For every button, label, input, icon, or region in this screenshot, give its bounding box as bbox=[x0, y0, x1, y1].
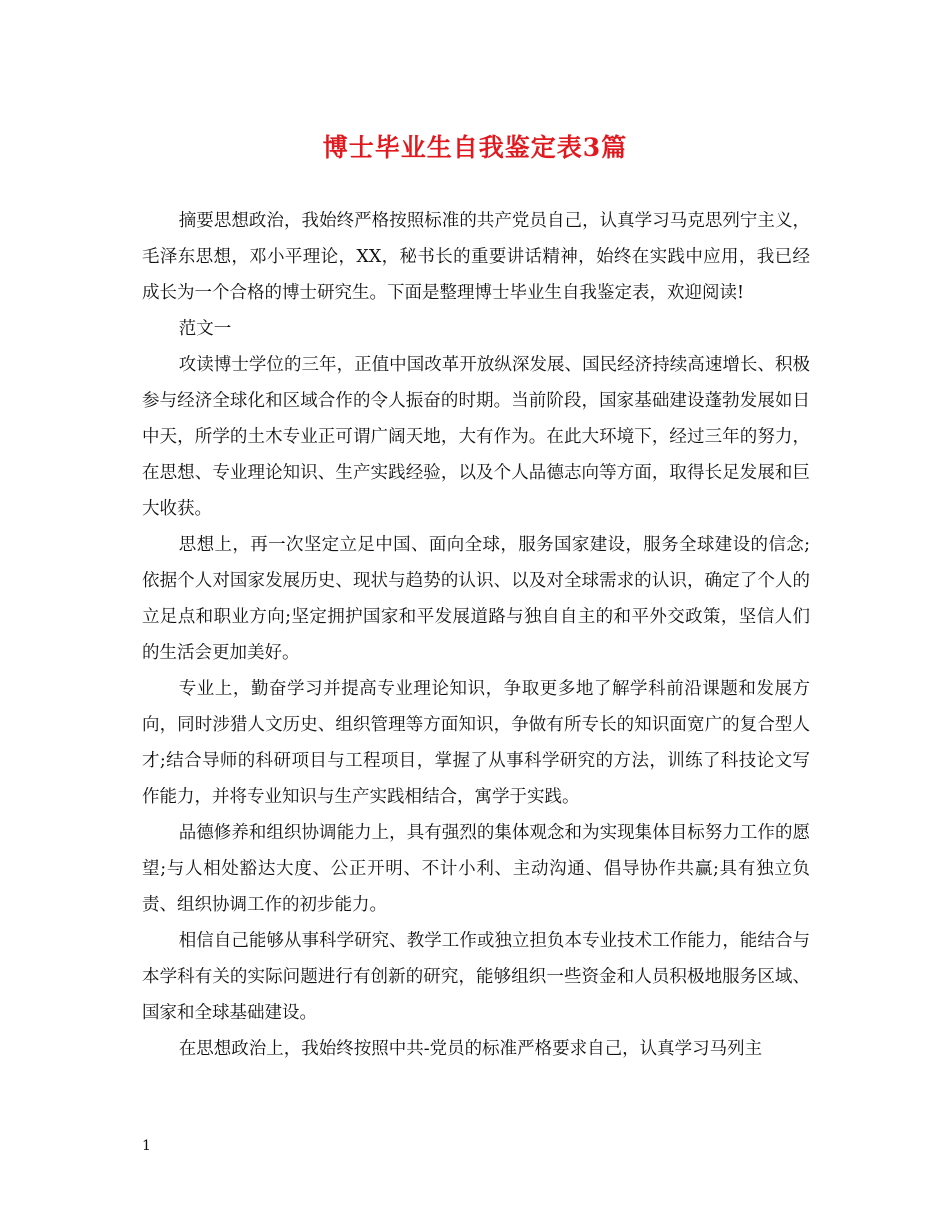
document-body bbox=[142, 203, 810, 1067]
paragraph-intro: 攻读博士学位的三年，正值中国改革开放纵深发展、国民经济持续高速增长、积极参与经济全球化和区域合作的令人振奋的时期。当前阶段，国家基础建设蓬勃发展如日中天，所学的土木专业正可谓广阔天地，大有作为。在此大环境下，经过三年的努力，在思想、专业理论知识、生产实践经验，以及个人品德志向等方面，取得长足发展和巨大收获。 bbox=[142, 355, 810, 519]
paragraph-abstract: 摘要思想政治，我始终严格按照标准的共产党员自己，认真学习马克思列宁主义，毛泽东思想，邓小平理论，XX，秘书长的重要讲话精神，始终在实践中应用，我已经成长为一个合格的博士研究生。下面是整理博士毕业生自我鉴定表，欢迎阅读! bbox=[142, 211, 810, 303]
page-number: 1 bbox=[142, 1138, 151, 1154]
paragraph-profession: 专业上，勤奋学习并提高专业理论知识，争取更多地了解学科前沿课题和发展方向，同时涉猎人文历史、组织管理等方面知识，争做有所专长的知识面宽广的复合型人才;结合导师的科研项目与工程项目，掌握了从事科学研究的方法，训练了科技论文写作能力，并将专业知识与生产实践相结合，寓学于实践。 bbox=[142, 679, 810, 807]
paragraph-ability: 相信自己能够从事科学研究、教学工作或独立担负本专业技术工作能力，能结合与本学科有关的实际问题进行有创新的研究，能够组织一些资金和人员积极地服务区域、国家和全球基础建设。 bbox=[142, 931, 810, 1023]
document-title: 博士毕业生自我鉴定表3篇 bbox=[322, 133, 628, 162]
paragraph-ideology: 思想上，再一次坚定立足中国、面向全球，服务国家建设，服务全球建设的信念;依据个人对国家发展历史、现状与趋势的认识、以及对全球需求的认识，确定了个人的立足点和职业方向;坚定拥护国家和平发展道路与独自自主的和平外交政策，坚信人们的生活会更加美好。 bbox=[142, 535, 810, 663]
paragraph-politics: 在思想政治上，我始终按照中共-党员的标准严格要求自己，认真学习马列主 bbox=[178, 1039, 763, 1059]
paragraph-sample-heading: 范文一 bbox=[178, 319, 232, 339]
paragraph-character: 品德修养和组织协调能力上，具有强烈的集体观念和为实现集体目标努力工作的愿望;与人相处豁达大度、公正开明、不计小利、主动沟通、倡导协作共赢;具有独立负责、组织协调工作的初步能力。 bbox=[142, 823, 810, 915]
